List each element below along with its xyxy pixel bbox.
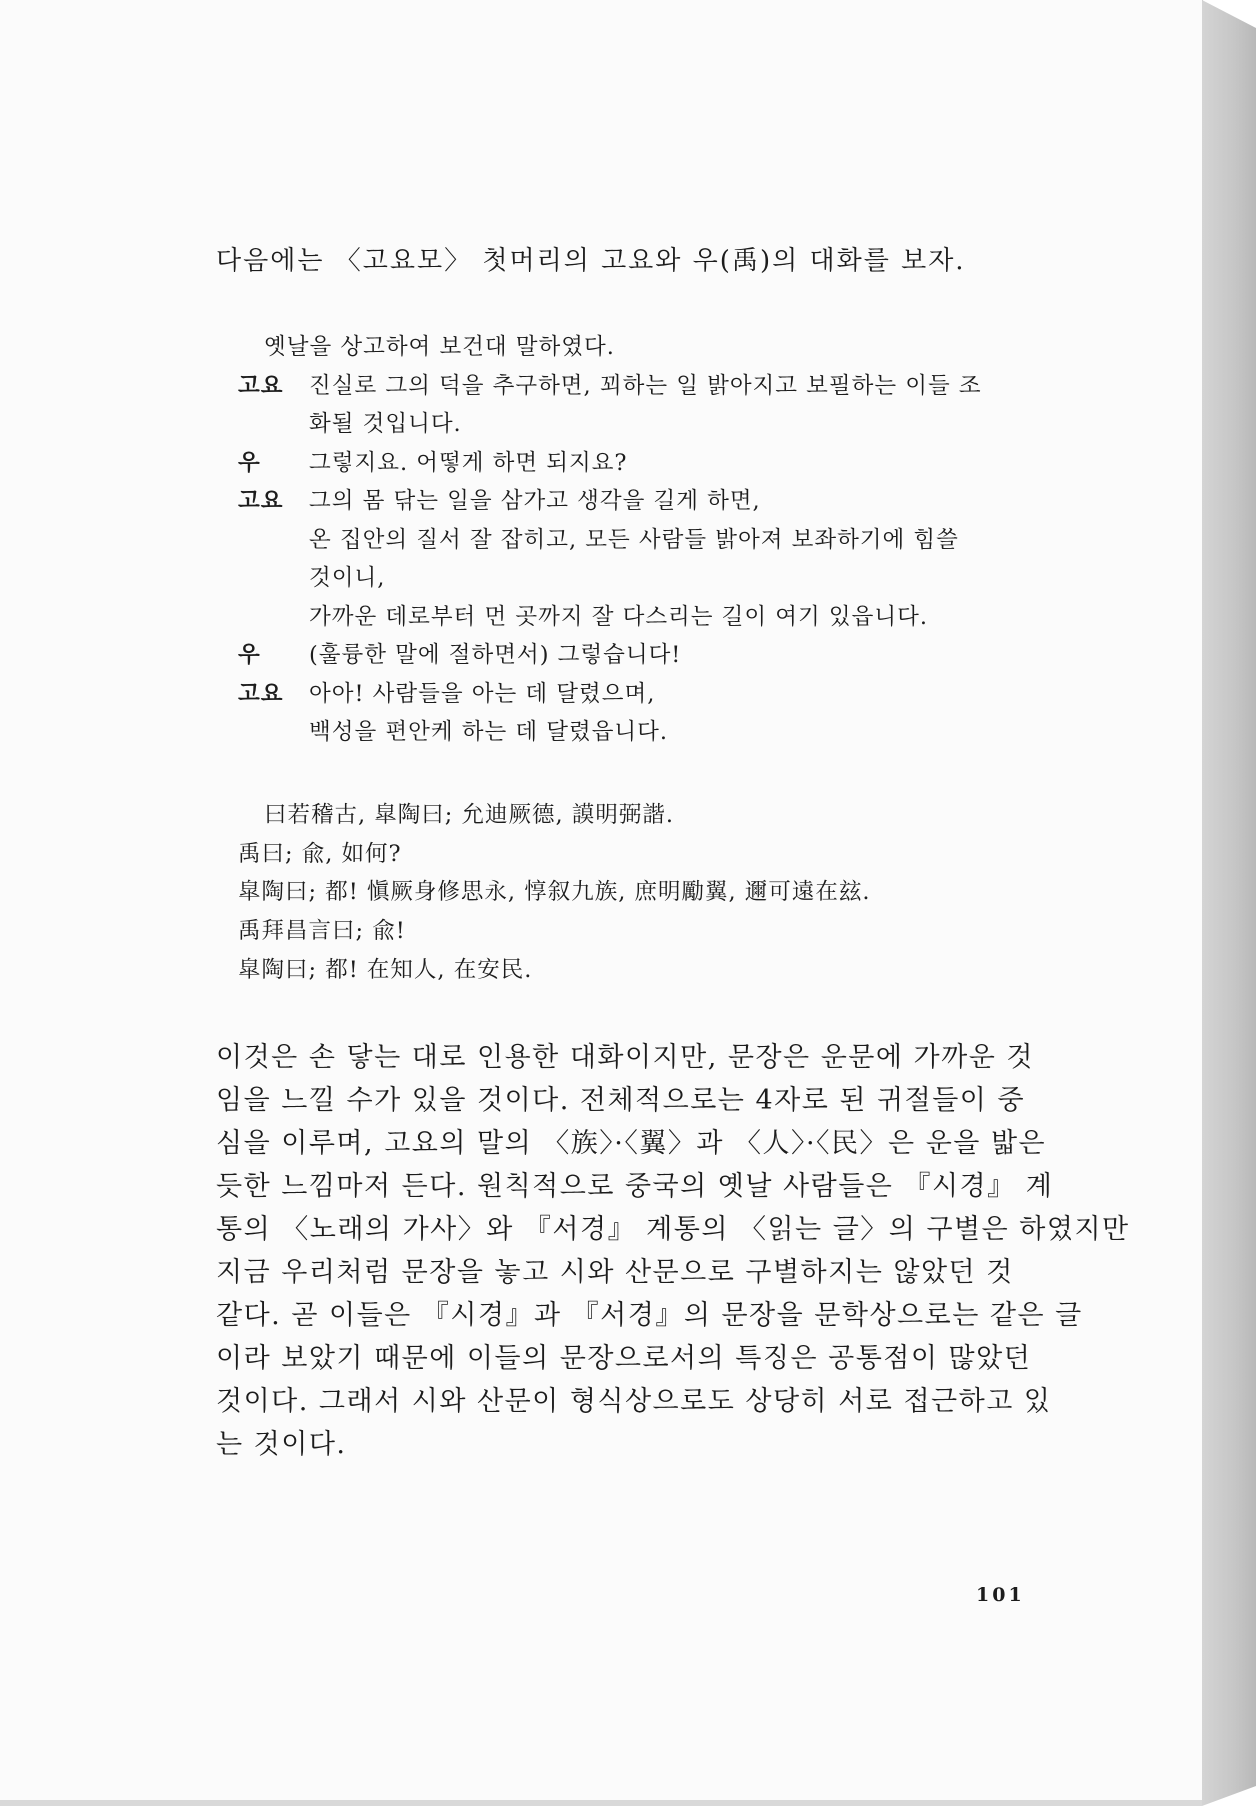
dialogue-line <box>238 675 1038 714</box>
dialogue-text: 그렇지요. 어떻게 하면 되지요? <box>309 449 628 476</box>
dialogue-text: (훌륭한 말에 절하면서) 그렇습니다! <box>309 642 682 668</box>
dialogue-line <box>238 444 1038 483</box>
dialogue-line <box>238 636 1038 675</box>
body-line: 임을 느낄 수가 있을 것이다. 전체적으로는 4자로 된 귀절들이 중 <box>216 1085 1026 1116</box>
dialogue-line <box>238 367 1038 406</box>
speaker-label: 우 <box>238 449 261 476</box>
dialogue-text: 백성을 편안케 하는 데 달렸읍니다. <box>309 719 669 745</box>
body-line: 심을 이루며, 고요의 말의 〈族〉·〈翼〉과 〈人〉·〈民〉은 운을 밟은 <box>216 1128 1047 1159</box>
classical-line: 禹曰; 兪, 如何? <box>238 840 402 867</box>
classical-line: 皐陶曰; 都! 在知人, 在安民. <box>238 956 533 983</box>
body-line: 이라 보았기 때문에 이들의 문장으로서의 특징은 공통점이 많았던 <box>216 1343 1032 1374</box>
dialogue-preface: 옛날을 상고하여 보건대 말하였다. <box>264 334 615 360</box>
speaker-label: 고요 <box>238 488 284 514</box>
dialogue-text: 것이니, <box>309 565 386 591</box>
intro-sentence: 다음에는 〈고요모〉 첫머리의 고요와 우(禹)의 대화를 보자. <box>216 246 966 276</box>
dialogue-line <box>238 713 1038 752</box>
classical-line: 皐陶曰; 都! 愼厥身修思永, 惇叙九族, 庶明勵翼, 邇可遠在玆. <box>238 879 871 906</box>
dialogue-text: 온 집안의 질서 잘 잡히고, 모든 사람들 밝아져 보좌하기에 힘쓸 <box>309 526 959 553</box>
speaker-label: 우 <box>238 642 261 668</box>
body-line: 같다. 곧 이들은 『시경』과 『서경』의 문장을 문학상으로는 같은 글 <box>216 1300 1083 1331</box>
body-line: 통의 〈노래의 가사〉와 『서경』 계통의 〈읽는 글〉의 구별은 하였지만 <box>216 1214 1130 1245</box>
classical-line: 曰若稽古, 皐陶曰; 允迪厥德, 謨明弼諧. <box>264 802 674 828</box>
body-line: 지금 우리처럼 문장을 놓고 시와 산문으로 구별하지는 않았던 것 <box>216 1257 1014 1288</box>
body-line: 것이다. 그래서 시와 산문이 형식상으로도 상당히 서로 접근하고 있 <box>216 1386 1052 1417</box>
body-line: 는 것이다. <box>216 1429 347 1460</box>
speaker-label: 고요 <box>238 680 284 707</box>
dialogue-text: 진실로 그의 덕을 추구하면, 꾀하는 일 밝아지고 보필하는 이들 조 <box>309 372 982 399</box>
dialogue-text: 화될 것입니다. <box>309 411 462 437</box>
page-edge-shadow <box>1202 0 1256 1806</box>
page-number: 101 <box>976 1584 1025 1606</box>
dialogue-text: 그의 몸 닦는 일을 삼가고 생각을 길게 하면, <box>309 488 761 514</box>
speaker-label: 고요 <box>238 372 284 399</box>
body-line: 이것은 손 닿는 대로 인용한 대화이지만, 문장은 운문에 가까운 것 <box>216 1042 1034 1073</box>
classical-chinese-quote <box>238 796 871 989</box>
classical-line: 禹拜昌言曰; 兪! <box>238 918 406 945</box>
page-bottom-edge <box>0 1800 1202 1806</box>
body-paragraph <box>216 1036 1130 1466</box>
dialogue-line <box>238 405 1038 444</box>
dialogue-text: 아아! 사람들을 아는 데 달렸으며, <box>309 680 656 707</box>
dialogue-line <box>238 521 1038 560</box>
dialogue-line <box>238 482 1038 521</box>
dialogue-line <box>238 598 1038 637</box>
dialogue-translation <box>238 328 1038 752</box>
dialogue-line <box>238 559 1038 598</box>
dialogue-text: 가까운 데로부터 먼 곳까지 잘 다스리는 길이 여기 있읍니다. <box>309 603 929 630</box>
body-line: 듯한 느낌마저 든다. 원칙적으로 중국의 옛날 사람들은 『시경』 계 <box>216 1171 1054 1202</box>
